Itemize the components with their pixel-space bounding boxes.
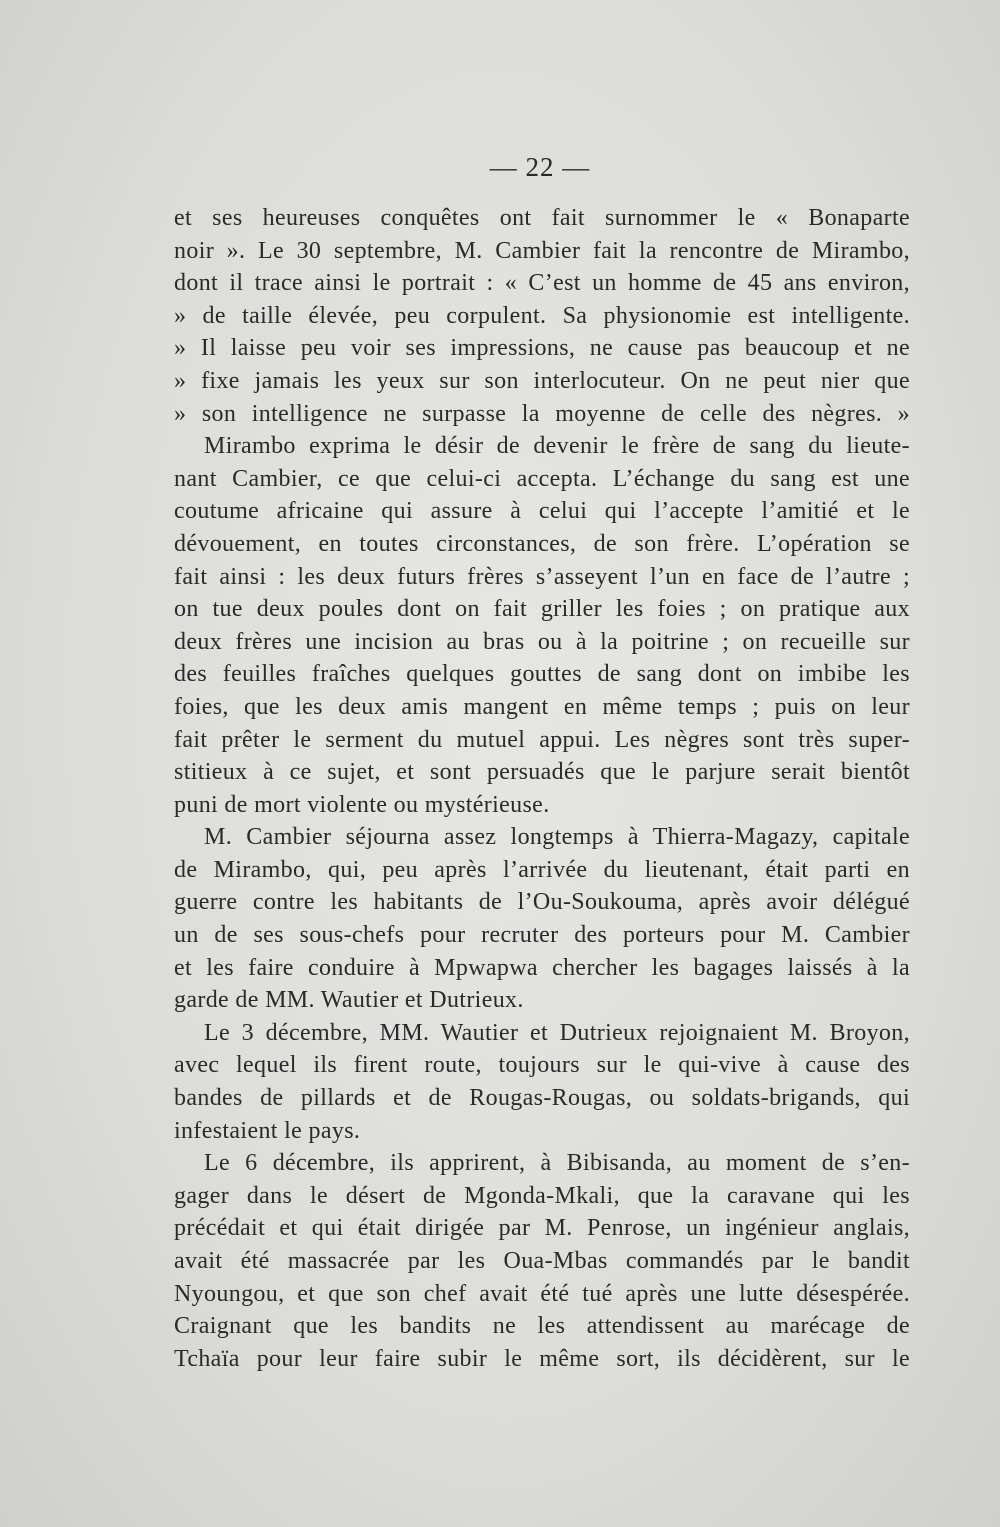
text-line: stitieux à ce sujet, et sont persuadés que le parjure serait bientôt bbox=[174, 759, 910, 786]
text-line: fait ainsi : les deux futurs frères s’asseyent l’un en face de l’autre ; bbox=[174, 563, 910, 590]
text-line: Mirambo exprima le désir de devenir le frère de sang du lieute- bbox=[204, 433, 910, 460]
text-line: on tue deux poules dont on fait griller les foies ; on pratique aux bbox=[174, 596, 910, 623]
text-line: des feuilles fraîches quelques gouttes de sang dont on imbibe les bbox=[174, 661, 910, 688]
text-line: » de taille élevée, peu corpulent. Sa physionomie est intelligente. bbox=[174, 302, 910, 329]
text-line: coutume africaine qui assure à celui qui l’accepte l’amitié et le bbox=[174, 498, 910, 525]
text-line: et ses heureuses conquêtes ont fait surnommer le « Bonaparte bbox=[174, 205, 910, 231]
text-line: Tchaïa pour leur faire subir le même sort, ils décidèrent, sur le bbox=[174, 1345, 910, 1372]
text-line: » son intelligence ne surpasse la moyenne de celle des nègres. » bbox=[174, 400, 910, 427]
text-line: dévouement, en toutes circonstances, de son frère. L’opération se bbox=[174, 530, 910, 557]
text-line: garde de MM. Wautier et Dutrieux. bbox=[174, 987, 524, 1014]
text-line: foies, que les deux amis mangent en même temps ; puis on leur bbox=[174, 693, 910, 720]
text-line: noir ». Le 30 septembre, M. Cambier fait la rencontre de Mirambo, bbox=[174, 237, 910, 264]
text-line: un de ses sous-chefs pour recruter des porteurs pour M. Cambier bbox=[174, 922, 910, 949]
text-line: bandes de pillards et de Rougas-Rougas, ou soldats-brigands, qui bbox=[174, 1085, 910, 1112]
text-line: avait été massacrée par les Oua-Mbas commandés par le bandit bbox=[174, 1248, 910, 1274]
text-line: puni de mort violente ou mystérieuse. bbox=[174, 791, 550, 818]
text-line: Nyoungou, et que son chef avait été tué après une lutte désespérée. bbox=[174, 1280, 910, 1307]
text-line: M. Cambier séjourna assez longtemps à Thierra-Magazy, capitale bbox=[204, 824, 910, 851]
text-line: dont il trace ainsi le portrait : « C’est un homme de 45 ans environ, bbox=[174, 270, 910, 297]
text-line: Le 3 décembre, MM. Wautier et Dutrieux rejoignaient M. Broyon, bbox=[204, 1019, 910, 1046]
text-line: fait prêter le serment du mutuel appui. Les nègres sont très super- bbox=[174, 726, 910, 753]
text-line: » fixe jamais les yeux sur son interlocuteur. On ne peut nier que bbox=[174, 367, 910, 394]
text-line: de Mirambo, qui, peu après l’arrivée du lieutenant, était parti en bbox=[174, 856, 910, 883]
page-number: — 22 — bbox=[489, 152, 591, 182]
text-line: deux frères une incision au bras ou à la poitrine ; on recueille sur bbox=[174, 628, 910, 655]
text-line: et les faire conduire à Mpwapwa chercher les bagages laissés à la bbox=[174, 954, 910, 981]
text-line: guerre contre les habitants de l’Ou-Soukouma, après avoir délégué bbox=[174, 889, 910, 916]
text-line: » Il laisse peu voir ses impressions, ne cause pas beaucoup et ne bbox=[174, 335, 910, 362]
text-line: précédait et qui était dirigée par M. Penrose, un ingénieur anglais, bbox=[174, 1215, 910, 1242]
body-text bbox=[174, 202, 910, 1375]
text-line: Craignant que les bandits ne les attendissent au marécage de bbox=[174, 1313, 910, 1340]
text-line: gager dans le désert de Mgonda-Mkali, que la caravane qui les bbox=[174, 1182, 910, 1209]
text-line: nant Cambier, ce que celui-ci accepta. L’échange du sang est une bbox=[174, 465, 910, 492]
text-line: Le 6 décembre, ils apprirent, à Bibisanda, au moment de s’en- bbox=[204, 1150, 910, 1177]
text-line: avec lequel ils firent route, toujours sur le qui-vive à cause des bbox=[174, 1052, 910, 1079]
text-line: infestaient le pays. bbox=[174, 1117, 361, 1144]
